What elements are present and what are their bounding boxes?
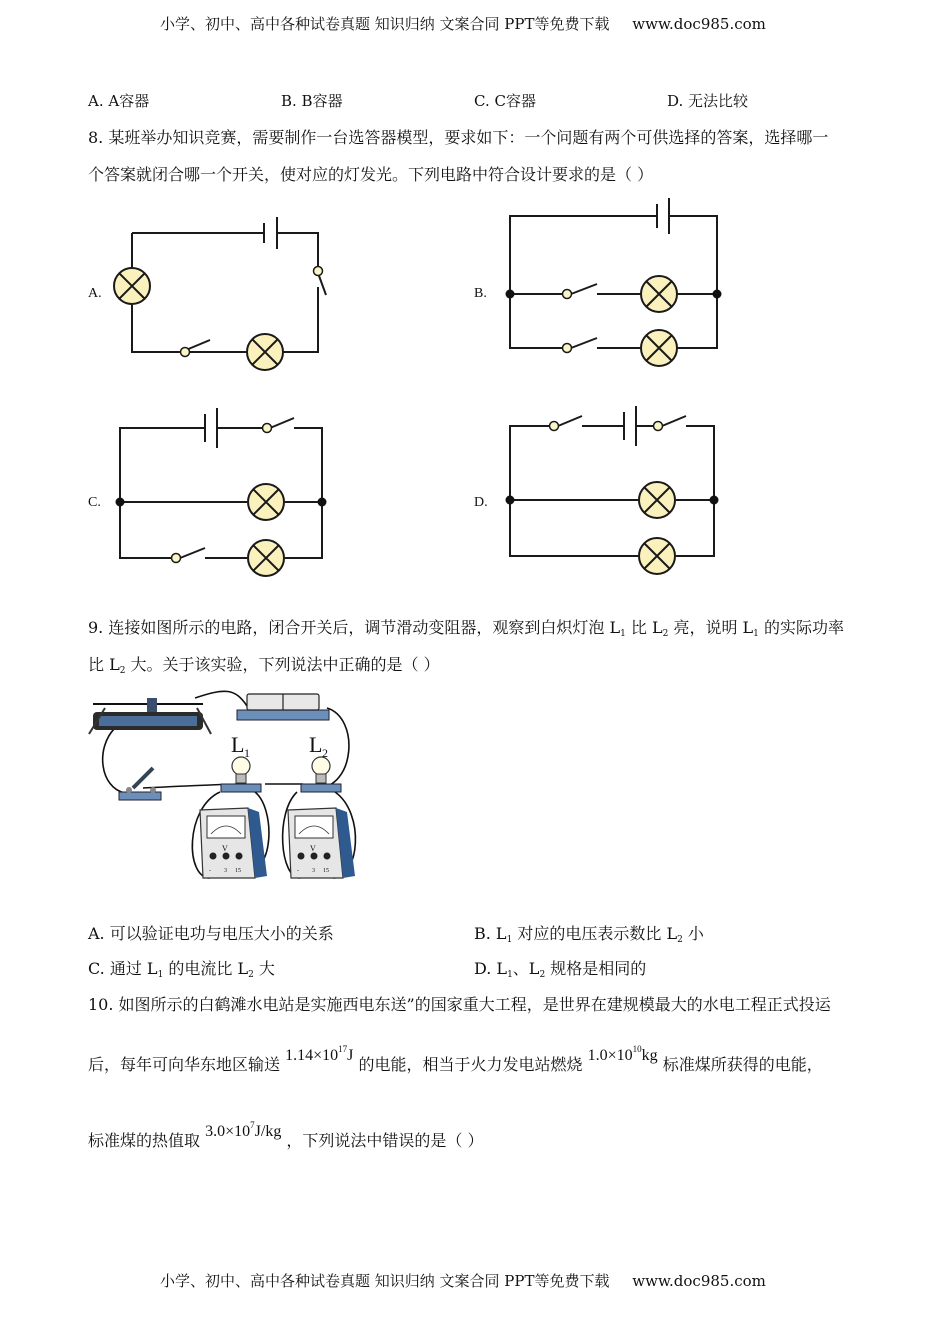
q7-option-b[interactable]: B. B容器: [281, 92, 343, 110]
footer-text: 小学、初中、高中各种试卷真题 知识归纳 文案合同 PPT等免费下载: [160, 1272, 610, 1290]
q9-stem-line2: 比 $L_2$ 大。关于该实验，下列说法中正确的是（ ）: [88, 655, 440, 676]
circuit-c-bulb-1: [248, 484, 284, 520]
q8-label-b[interactable]: B.: [474, 286, 487, 301]
q8-stem-line1: 8. 某班举办知识竞赛，需要制作一台选答器模型，要求如下：一个问题有两个可供选择的答案，选择哪一: [88, 128, 829, 147]
voltmeter-2-v: V: [310, 844, 316, 853]
q10-stem-line2: 后，每年可向华东地区输送 $1.14\times 10^{17}J$ 的电能，相当于火力发电站燃烧 $1.0\times 10^{10}kg$ 标准煤所获得的电能，: [88, 1044, 823, 1074]
voltmeter-2-tick-3: 3: [312, 868, 315, 874]
footer-url: www.doc985.com: [632, 1272, 766, 1290]
circuit-a-bulb-2: [247, 334, 283, 370]
circuit-c-diagram: [110, 406, 335, 581]
knife-switch-icon: [119, 768, 161, 800]
q10-energy-value: $1.14\times 10^{17}J$: [285, 1044, 354, 1064]
q8-stem-line2: 个答案就闭合哪一个开关，使对应的灯发光。下列电路中符合设计要求的是（ ）: [88, 165, 654, 184]
circuit-b-diagram: [505, 196, 725, 356]
page-header: [160, 13, 766, 34]
circuit-b-bulb-2: [641, 330, 677, 366]
lamp-l2-sub: 2: [322, 746, 328, 760]
circuit-d-bulb-2: [639, 538, 675, 574]
q9-option-a[interactable]: A. 可以验证电功与电压大小的关系: [88, 924, 334, 943]
voltmeter-2-tick-15: 15: [323, 868, 329, 874]
lamp-l2-label: L: [309, 732, 323, 757]
voltmeter-2-tick-minus: -: [297, 868, 299, 874]
q10-coal-mass: $1.0\times 10^{10}kg$: [587, 1044, 658, 1064]
q8-label-a[interactable]: A.: [88, 286, 102, 301]
header-url: www.doc985.com: [632, 15, 766, 33]
lamp-l1-label: L: [231, 732, 245, 757]
circuit-a-bulb-1: [114, 268, 150, 304]
circuit-d-diagram: [500, 404, 725, 579]
lamp-l2-icon: [301, 757, 341, 792]
voltmeter-1-tick-3: 3: [224, 868, 227, 874]
circuit-c-bulb-2: [248, 540, 284, 576]
q8-label-d[interactable]: D.: [474, 495, 488, 510]
page-footer: [160, 1270, 766, 1291]
header-text: 小学、初中、高中各种试卷真题 知识归纳 文案合同 PPT等免费下载: [160, 15, 610, 33]
circuit-a-diagram: [110, 215, 330, 360]
q9-apparatus-figure: [85, 688, 370, 888]
voltmeter-1-tick-minus: -: [209, 868, 211, 874]
circuit-d-bulb-1: [639, 482, 675, 518]
lamp-l1-icon: [221, 757, 261, 792]
q7-option-a[interactable]: A. A容器: [88, 92, 150, 110]
rheostat-icon: [89, 698, 211, 734]
circuit-b-bulb-1: [641, 276, 677, 312]
q9-stem-line1: 9. 连接如图所示的电路，闭合开关后，调节滑动变阻器，观察到白炽灯泡 $L_1$ 比 $L_2$ 亮，说明 $L_1$ 的实际功率: [88, 618, 844, 639]
q9-option-c[interactable]: C. 通过 $L_1$ 的电流比 $L_2$ 大: [88, 959, 275, 980]
q10-stem-line3: 标准煤的热值取 $3.0\times 10^7J/kg$ ，下列说法中错误的是（ ）: [88, 1120, 484, 1150]
voltmeter-1-tick-15: 15: [235, 868, 241, 874]
q8-label-c[interactable]: C.: [88, 495, 101, 510]
q9-option-d[interactable]: D. $L_1$、$L_2$ 规格是相同的: [474, 959, 647, 980]
q9-option-b[interactable]: B. $L_1$ 对应的电压表示数比 $L_2$ 小: [474, 924, 704, 945]
q10-stem-line1: 10. 如图所示的白鹤滩水电站是实施西电东送”的国家重大工程，是世界在建规模最大的水电工程正式投运: [88, 995, 831, 1014]
lamp-l1-sub: 1: [244, 746, 250, 760]
voltmeter-1-v: V: [222, 844, 228, 853]
q10-heat-value: $3.0\times 10^7J/kg$: [205, 1120, 282, 1140]
q7-option-d[interactable]: D. 无法比较: [667, 92, 749, 110]
battery-icon: [237, 694, 329, 720]
q7-option-c[interactable]: C. C容器: [474, 92, 536, 110]
